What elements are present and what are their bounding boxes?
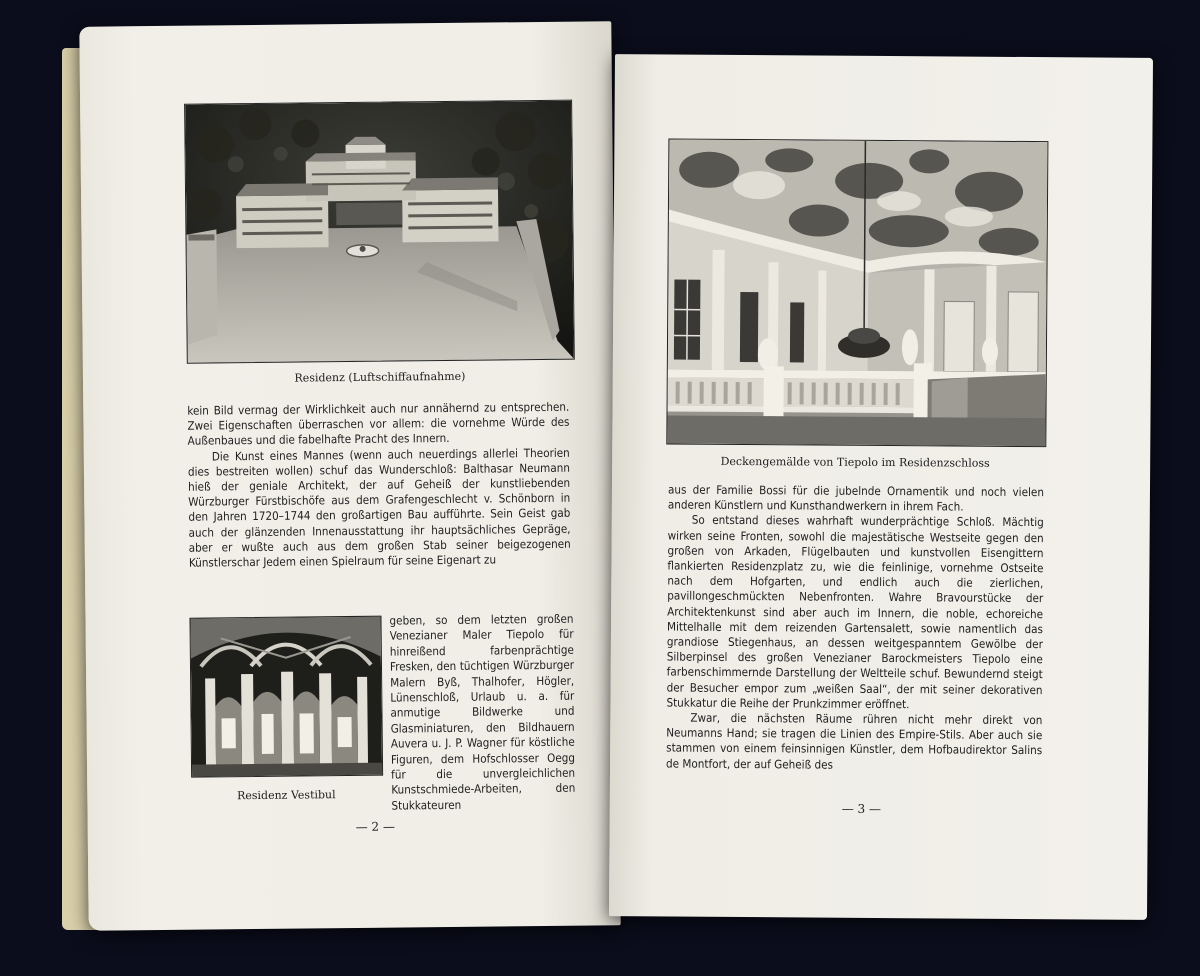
paragraph: aus der Familie Bossi für die jubelnde Ornamentik und noch vielen anderen Künstlern und Kunsthandwerkern in ihrem Fach. bbox=[667, 482, 1045, 514]
page-number: — 2 — bbox=[355, 819, 396, 834]
page-number: — 3 — bbox=[841, 801, 882, 817]
paragraph: kein Bild vermag der Wirklichkeit auch nur annähernd zu entsprechen. Zwei Eigenschaften überraschen vor allem: die vornehme Würde des Außenbaues und die fabelhafte Pracht des Innern. bbox=[187, 399, 570, 449]
photo-caption: Residenz Vestibul bbox=[236, 788, 336, 803]
right-page bbox=[609, 54, 1153, 920]
left-page bbox=[79, 21, 620, 931]
paragraph: geben, so dem letzten großen Venezianer Maler Tiepolo für hinreißend farbenprächtige Fresken, den tüchtigen Würzburger Malern Byß, Thalhofer, Högler, Lünenschloß, Urlaub u. a. für anmutige Bildwerke und Glasminiaturen, den Bildhauern Auvera u. J. P. Wagner für köstliche Figuren, dem Hofschlosser Oegg für die unvergleichlichen Kunstschmiede-Arbeiten, den Stukkateuren bbox=[389, 611, 576, 813]
photo-caption: Residenz (Luftschiffaufnahme) bbox=[294, 369, 466, 385]
paragraph: So entstand dieses wahrhaft wunderprächtige Schloß. Mächtig wirken seine Fronten, sowohl die majestätische Westseite gegen den großen von Arkaden, Flügelbauten und kunstvollen Eisengittern flankierten Residenzplatz zu, wie die feinlinige, vornehme Ostseite nach dem Hofgarten, und endlich auch die zierlichen, pavillongeschmückten Nebenfronten. Wahre Bravourstücke der Architektenkunst sind aber auch im Innern, die noble, echoreiche Mittelhalle mit dem reizenden Gartensalett, sowie namentlich das grandiose Stiegenhaus, an dessen weitgespanntem Gewölbe der Silberpinsel des großen Venezianer Barockmeisters Tiepolo eine farbenschimmernde Darstellung der Weltteile schuf. Bewundernd steigt der Besucher empor zum „weißen Saal“, der mit seiner dekorativen Stukkatur die Reihe der Prunkzimmer eröffnet. bbox=[666, 513, 1044, 712]
right-main-text bbox=[666, 483, 1044, 774]
tiepolo-ceiling-photo bbox=[666, 139, 1048, 448]
paragraph: Die Kunst eines Mannes (wenn auch neuerdings allerlei Theorien dies bestreiten wollen) schuf das Wunderschloß: Balthasar Neumann hieß der geniale Architekt, der auf Geheiß der kunstliebenden Würzburger Fürstbischöfe aus dem Grafengeschlecht v. Schönborn in den Jahren 1720–1744 den großartigen Bau aufführte. Sein Geist gab auch der glänzenden Innenausstattung ihr hauptsächliches Gepräge, aber er wußte auch aus dem großen Stab seiner beigezogenen Künstlerschar Jedem einen Spielraum für seine Eigenart zu bbox=[187, 445, 571, 570]
left-side-text bbox=[389, 612, 575, 814]
residenz-aerial-photo bbox=[184, 100, 575, 364]
photo-caption: Deckengemälde von Tiepolo im Residenzschloss bbox=[720, 454, 990, 470]
left-main-text bbox=[187, 400, 571, 571]
paragraph: Zwar, die nächsten Räume rühren nicht mehr direkt von Neumanns Hand; sie tragen die Linien des Empire-Stils. Aber auch sie stammen von einem feinsinnigen Künstler, dem Hofbaudirektor Salins de Montfort, der auf Geheiß des bbox=[666, 710, 1043, 772]
residenz-vestibul-photo bbox=[189, 616, 383, 778]
